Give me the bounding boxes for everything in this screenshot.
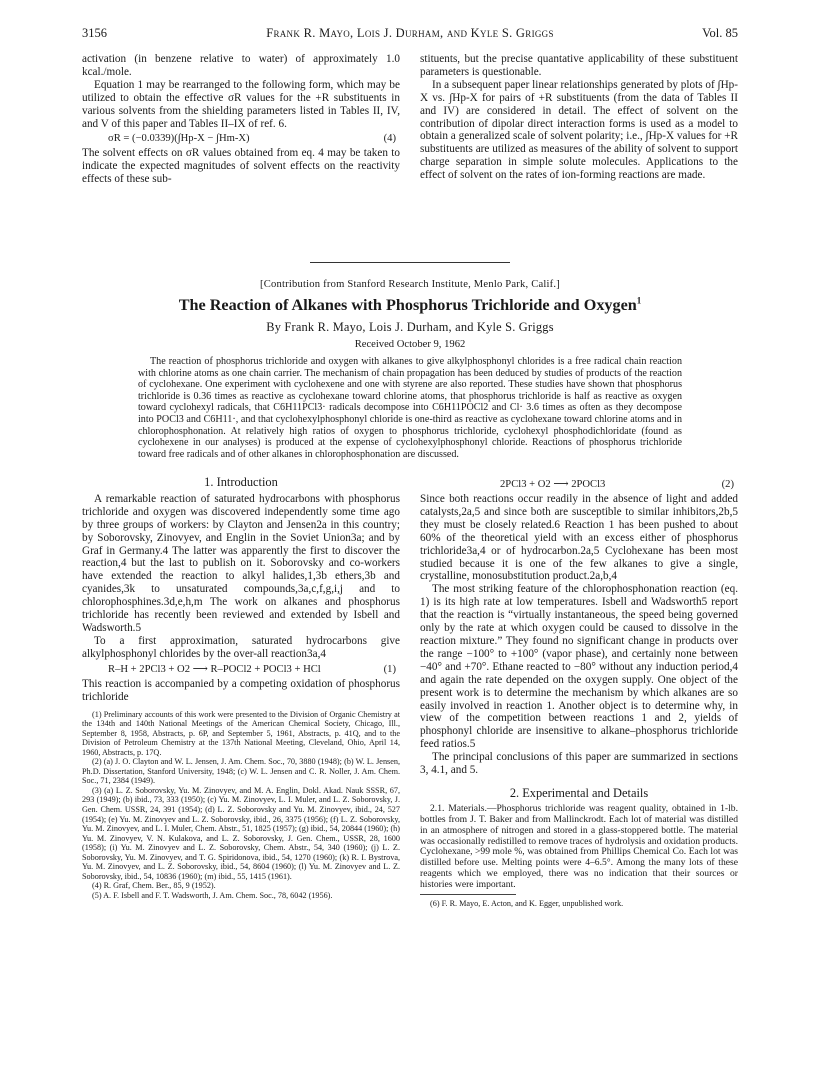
equation-4 — [82, 130, 400, 147]
prev-article-right-column — [420, 53, 738, 182]
section-heading: 1. Introduction — [204, 475, 278, 489]
equation-text: 2PCl3 + O2 ⟶ 2POCl3 — [500, 479, 606, 490]
footnote: (6) F. R. Mayo, E. Acton, and K. Egger, unpublished work. — [430, 899, 624, 909]
paragraph: Since both reactions occur readily in the absence of light and added catalysts,2a,5 and since both are susceptible to similar inhibitors,2b,5 they must be closely related.6 Reaction 1 has been pushed to about 60% of the theoretical yield with an excess either of phosphorus trichloride3a,4 or of hydrocarbon.2a,5 Cyclohexane has been most studied because it is one of the few alkanes to give a single, crystalline, monosubstitution product.2a,b,4 — [420, 493, 738, 583]
volume-label: Vol. 85 — [702, 26, 738, 40]
paragraph: The principal conclusions of this paper are summarized in sections 3, 4.1, and 5. — [420, 751, 738, 777]
paragraph: To a first approximation, saturated hydrocarbons give alkylphosphonyl chlorides by the over-all reaction3a,4 — [82, 634, 400, 660]
footnotes — [82, 710, 400, 901]
right-column — [420, 476, 738, 909]
paragraph: Equation 1 may be rearranged to the following form, which may be utilized to obtain the effective σR values for the +R substituents in various solvents from the shielding parameters listed in Tables II, IV, and V of this paper and Tables II–IX of ref. 6. — [82, 78, 400, 130]
prev-article-left-column — [82, 53, 400, 186]
equation-number: (4) — [383, 133, 396, 145]
footnote: (2) (a) J. O. Clayton and W. L. Jensen, J. Am. Chem. Soc., 70, 3880 (1948); (b) W. L. Jensen, Ph.D. Dissertation, Stanford University, 1948; (c) W. L. Jensen and C. R. Noller, J. Am. Chem. Soc., 71, 2384 (1949). — [82, 757, 400, 786]
title-footnote-mark: 1 — [636, 295, 642, 306]
title-text: The Reaction of Alkanes with Phosphorus Trichloride and Oxygen — [178, 296, 637, 314]
equation-1 — [82, 661, 400, 678]
equation-text: σR = (−0.0339)(∫Hp-X − ∫Hm-X) — [108, 133, 250, 145]
paragraph: In a subsequent paper linear relationships generated by plots of ∫Hp-X vs. ∫Hp-X for pairs of +R substituents (from the data of Tables II and IV) are considered in detail. The effect of solvent on the contribution of dipolar direct interaction forms is used as a model to obtain a generalized scale of solvent polarity; i.e., ∫Hp-X values for +R substituents are utilized as measures of the ability of solvent to support charge separation in simple solute molecules. Applications to the effect of solvent on the rates of ion-forming reactions are made. — [420, 78, 738, 182]
equation-number: (1) — [383, 663, 396, 675]
footnote: (1) Preliminary accounts of this work were presented to the Division of Organic Chemistry at the 134th and 140th National Meetings of the American Chemical Society, Chicago, Ill., September 8, 1958, Abstracts, p. 6P, and September 5, 1961, Abstracts, p. 41Q, and to the Division of Petroleum Chemistry at the 137th National Meeting, Cleveland, Ohio, April 14, 1960, Abstracts, p. 17Q. — [82, 709, 400, 757]
article-separator — [310, 262, 510, 263]
abstract — [138, 356, 682, 460]
footnote: (5) A. F. Isbell and F. T. Wadsworth, J. Am. Chem. Soc., 78, 6042 (1956). — [92, 890, 333, 900]
page-number: 3156 — [82, 26, 107, 40]
paragraph: The most striking feature of the chlorophosphonation reaction (eq. 1) is its high rate at low temperatures. Isbell and Wadsworth5 report that the reaction is “virtually instantaneous, the speed being governed only by the rate at which oxygen could be caused to dissolve in the reaction mixture.” They found no significant change in products over the range −100° to +100° (vapor phase), and certainly none between −40° and +70°. Ethane reacted to −80° without any induction period,4 and again the rate depended on the oxygen supply. One object of the present work is to determine the mechanism by which alkanes are so easily involved in reaction 1. Another object is to determine why, in view of the competition between reactions 1 and 2, yields of phosphonyl chloride are insensitive to alkane–phosphorus trichloride feed ratios.5 — [420, 583, 738, 751]
footnote: (4) R. Graf, Chem. Ber., 85, 9 (1952). — [92, 881, 216, 891]
paragraph: A remarkable reaction of saturated hydrocarbons with phosphorus trichloride and oxygen was discovered independently some time ago by three groups of workers: by Clayton and Jensen2a in this country; by Soborovsky, Zinovyev, and Englin in the Soviet Union3a; and by Graf in Germany.4 The latter was apparently the first to discover the reaction,4 but the last to publish on it. Soborovsky and co-workers have extended the reaction to alkyl halides,1,3b ethers,3b and cyanides,3k to unsaturated compounds,3a,c,f,g,i,j and to chlorophosphines.3d,e,h,m The work on alkanes and phosphorus trichloride has recently been reviewed and extended by Isbell and Wadsworth.5 — [82, 492, 400, 634]
running-authors: Frank R. Mayo, Lois J. Durham, and Kyle S. Griggs — [266, 26, 554, 40]
equation-2 — [420, 476, 738, 493]
paragraph: This reaction is accompanied by a competing oxidation of phosphorus trichloride — [82, 677, 400, 703]
paragraph: activation (in benzene relative to water) of approximately 1.0 kcal./mole. — [82, 53, 400, 78]
section-heading: 2. Experimental and Details — [509, 785, 649, 800]
running-header — [82, 26, 738, 42]
footnote-rule — [420, 894, 516, 895]
equation-text: R–H + 2PCl3 + O2 ⟶ R–POCl2 + POCl3 + HCl — [108, 663, 321, 675]
paragraph: 2.1. Materials.—Phosphorus trichloride was reagent quality, obtained in 1-lb. bottles from J. T. Baker and from Mallinckrodt. Each lot of material was distilled in an atmosphere of nitrogen and stored in a glass-stoppered bottle. The material was occasionally redistilled to remove traces of hydrolysis and oxidation products. Cyclohexane, >99 mole %, was obtained from Phillips Chemical Co. Each lot was distilled before use. Melting points were 4–6.5°. Among the many lots of these reagents which we employed, there was no indication that their sources or histories were important. — [420, 802, 738, 891]
paragraph: The solvent effects on σR values obtained from eq. 4 may be taken to indicate the expected magnitudes of solvent effects on the reactivity effects of these sub- — [82, 147, 400, 186]
byline: By Frank R. Mayo, Lois J. Durham, and Kyle S. Griggs — [266, 320, 554, 334]
footnote: (3) (a) L. Z. Soborovsky, Yu. M. Zinovyev, and M. A. Englin, Dokl. Akad. Nauk SSSR, 67, 293 (1949); (b) ibid., 73, 333 (1950); (c) Yu. M. Zinovyev, L. I. Muler, and L. Z. Soborovsky, J. Gen. Chem. USSR, 24, 391 (1954); (d) L. Z. Soborovsky and Yu. M. Zinovyev, ibid., 24, 527 (1954); (e) Yu. M. Zinovyev and L. Z. Soborovsky, ibid., 26, 3375 (1956); (f) L. Z. Soborovsky, Yu. M. Zinovyev, and L. I. Muler, Chem. Abstr., 51, 1825 (1957); (g) ibid., 54, 20844 (1960); (h) Yu. M. Zinovyev, V. N. Kulakova, and L. Z. Soborovsky, J. Gen. Chem., USSR, 28, 1600 (1958); (i) Yu. M. Zinovyev and L. Z. Soborovsky, Chem. Abstr., 54, 340 (1960); (j) L. Z. Soborovsky, Yu. M. Zinovyev, and T. G. Spiridonova, ibid., 54, 1270 (1960); (k) R. I. Bystrova, Yu. M. Zinovyev, and L. Z. Soborovsky, ibid., 54, 8604 (1960); (l) Yu. M. Zinovyev and L. Z. Soborovsky, ibid., 54, 10836 (1960); (m) ibid., 55, 1415 (1961). — [82, 785, 400, 881]
paragraph: stituents, but the precise quantative applicability of these substituent parameters is questionable. — [420, 53, 738, 78]
left-column — [82, 476, 400, 900]
contribution-line: [Contribution from Stanford Research Institute, Menlo Park, Calif.] — [260, 279, 560, 290]
abstract-text: The reaction of phosphorus trichloride and oxygen with alkanes to give alkylphosphonyl chlorides is a free radical chain reaction with chlorine atoms as one chain carrier. The mechanism of chain propagation has been deduced by studies of products of the reaction of cyclohexane. One experiment with cyclohexene and one with styrene are also reported. These studies have shown that phosphorus trichloride is 0.36 times as reactive as cyclohexane toward chlorine atoms, that phosphorus trichloride is half as reactive as oxygen toward cyclohexyl radicals, that C6H11PCl3· radicals decompose into C6H11POCl2 and Cl· 3.6 times as often as they decompose into POCl3 and C6H11·, and that cyclohexylphosphonyl chloride is one-third as reactive as cyclohexane toward chlorine atoms and in chlorophosphonation. At relatively high ratios of oxygen to phosphorus trichloride, cyclohexyl phosphodichloridate (found as cyclohexene in our analyses) is produced at the expense of cyclohexylphosphonyl chloride. Reactions of phosphorus trichloride toward free radicals and of other alkanes in chlorophosphonation are discussed. — [138, 356, 682, 460]
received-date: Received October 9, 1962 — [354, 339, 466, 350]
article-title — [0, 296, 820, 315]
equation-number: (2) — [721, 479, 734, 490]
